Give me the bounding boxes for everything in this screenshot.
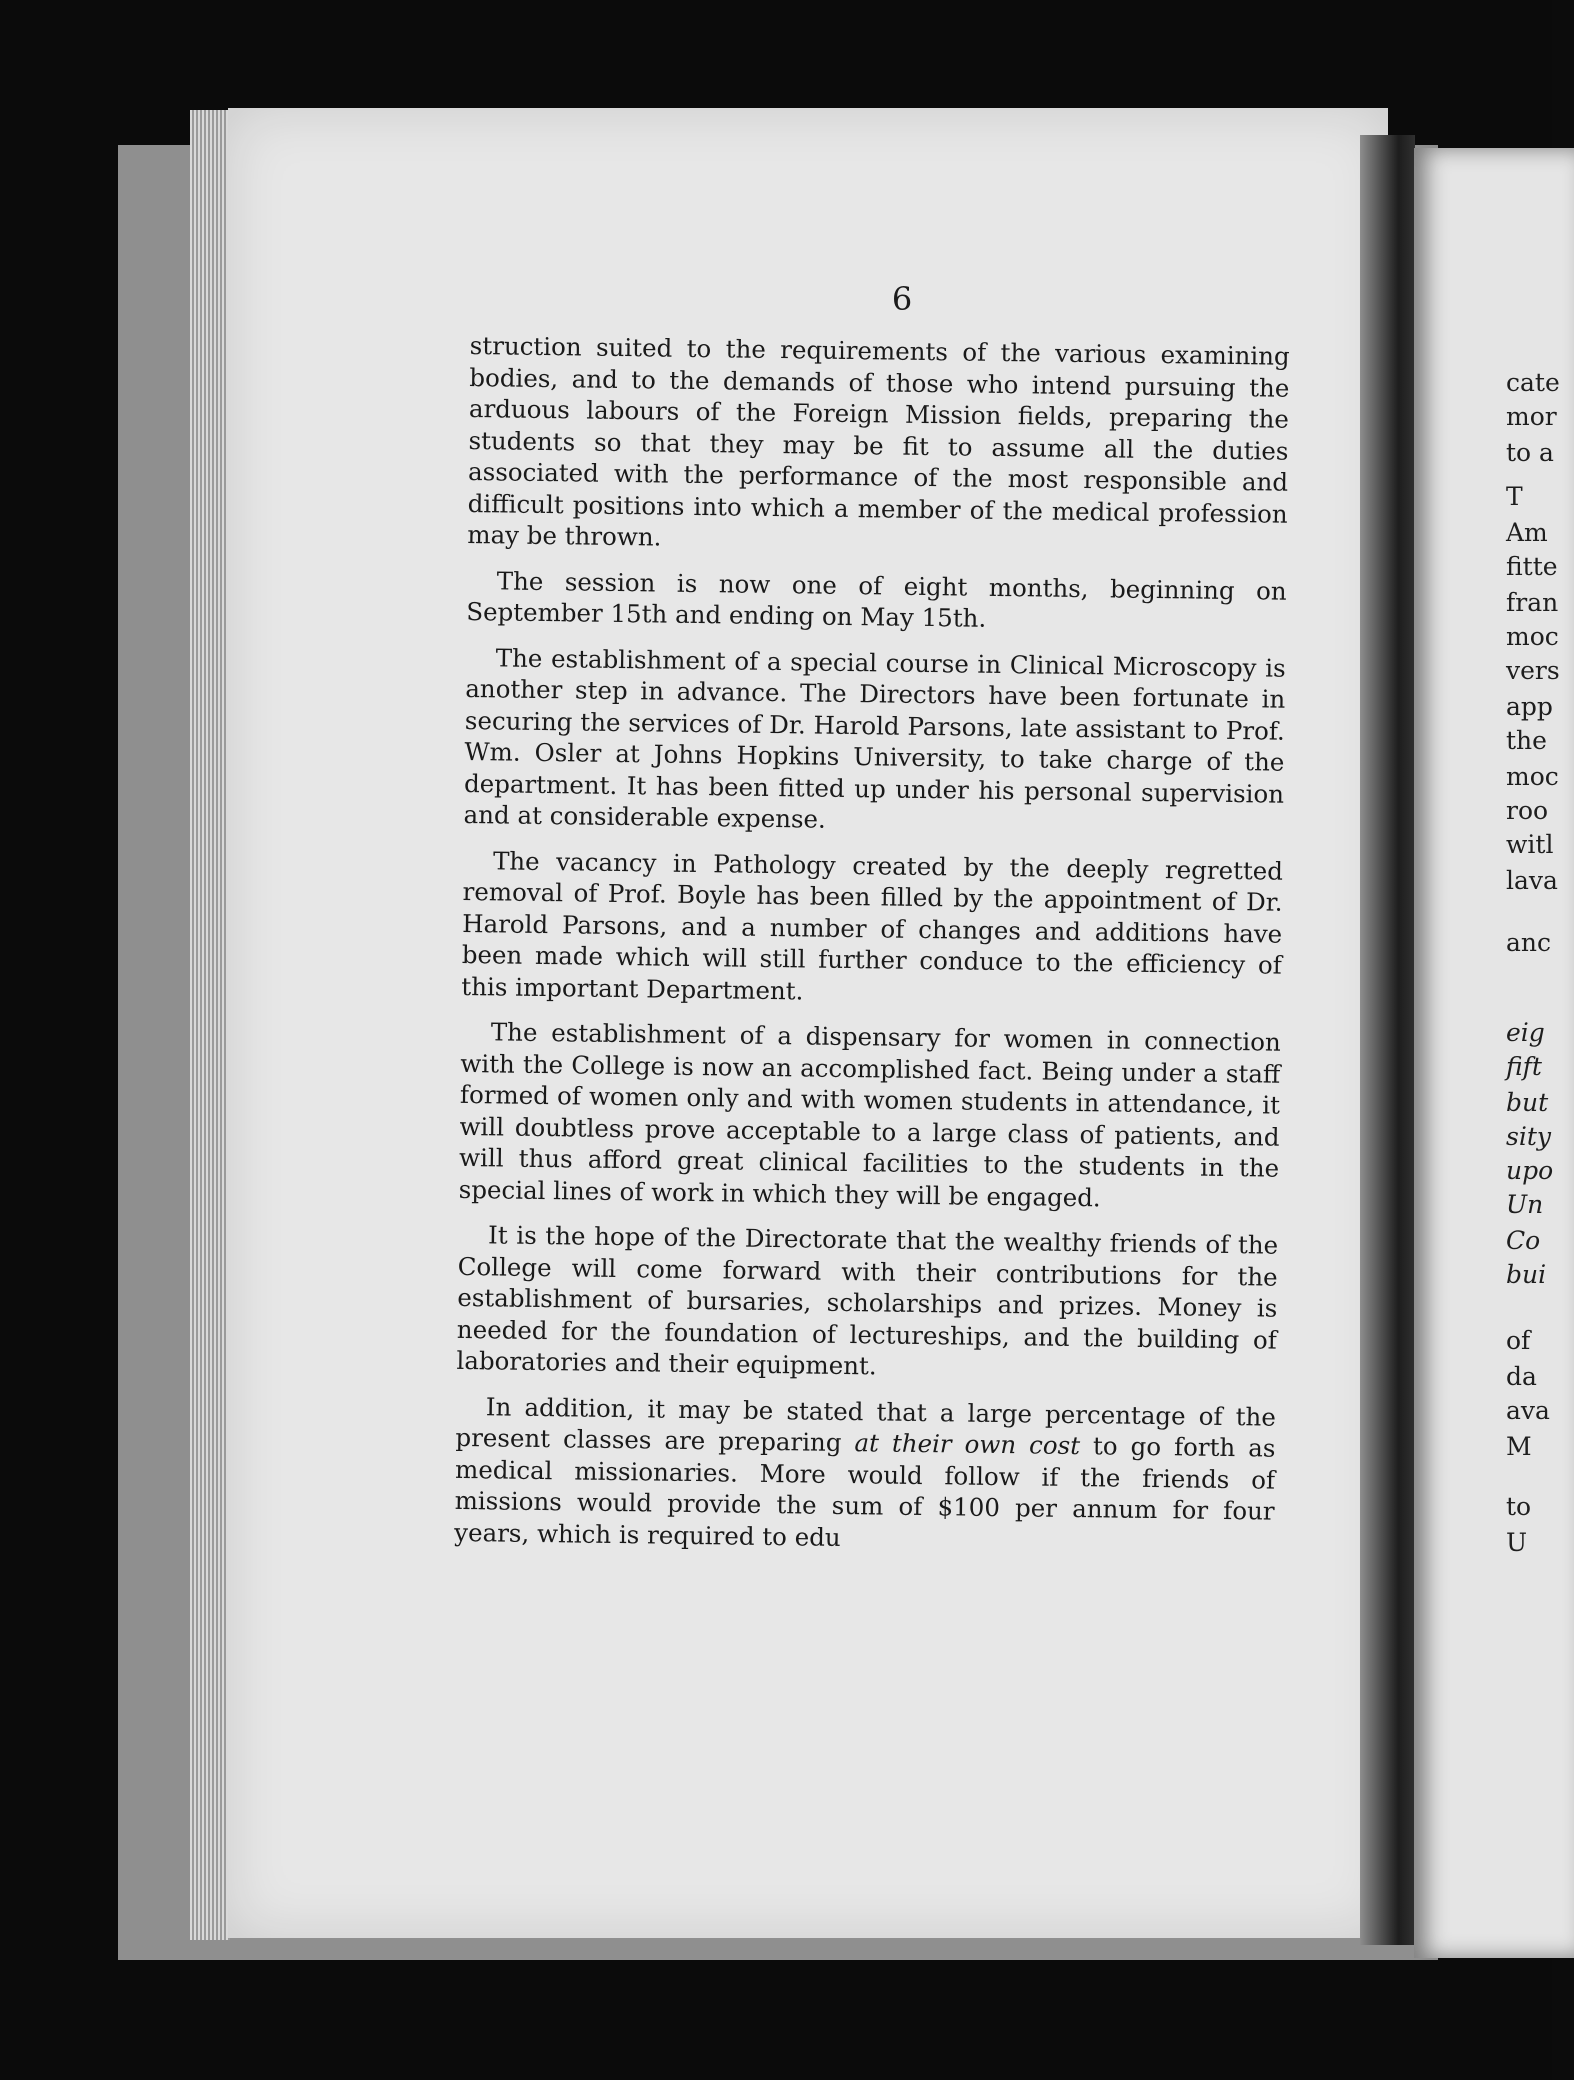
right-page-fragment: ava [1506, 1396, 1550, 1425]
right-page-fragment: bui [1506, 1260, 1547, 1289]
paragraph-1: struction suited to the requirements of the various examining bodies, and to the demands of those who intend pursuing the arduous labours of the Foreign Mission fields, preparing the students so that they may be fit to assume all the duties associated with the performance of the most responsible and difficult positions into which a member of the medical profession may be thrown. [467, 330, 1290, 552]
right-page-fragment: to a [1506, 438, 1554, 467]
paragraph-3: The establishment of a special course in Clinical Microscopy is another step in advance. The Directors have been fortunate in securing the services of Dr. Harold Parsons, late assistant to Prof. Wm. Osler at Johns Hopkins University, to take charge of the department. It has been fitted up under his personal supervision and at considerable expense. [463, 642, 1286, 834]
right-page-fragment: eig [1506, 1018, 1545, 1047]
paragraph-7-italic-phrase: at their own cost [854, 1428, 1081, 1461]
right-page-fragment: cate [1506, 368, 1560, 397]
right-page-fragment: upo [1506, 1156, 1554, 1185]
right-page-fragment: fran [1506, 588, 1559, 617]
paragraph-7 [454, 1390, 1276, 1558]
right-page-fragment: U [1506, 1528, 1528, 1557]
paragraph-7-text-after: to go forth as medical missionaries. More would follow if the friends of missions would provide the sum of $100 per annum for four years, which is required to edu [454, 1431, 1276, 1552]
right-page-fragment: fift [1506, 1052, 1542, 1081]
right-page-fragment: mor [1506, 402, 1557, 431]
paragraph-6: It is the hope of the Directorate that the wealthy friends of the College will come forward with their contributions for the establishment of bursaries, scholarships and prizes. Money is needed for the foundation of lectureships, and the building of laboratories and their equipment. [456, 1220, 1279, 1381]
right-page-fragment: moc [1506, 762, 1559, 791]
page-stack-edges [190, 110, 230, 1940]
right-page-fragment: witl [1506, 830, 1554, 859]
right-page-fragment: Co [1506, 1226, 1541, 1255]
paragraph-7-text-before: In addition, it may be stated that a large percentage of the present classes are preparing [455, 1391, 1277, 1458]
right-page-fragment: M [1506, 1432, 1532, 1461]
page-body [454, 330, 1290, 1573]
right-page-fragment: Un [1506, 1190, 1544, 1219]
right-page-fragment: vers [1506, 656, 1560, 685]
paragraph-5: The establishment of a dispensary for women in connection with the College is now an accomplished fact. Being under a staff formed of women only and with women students in attendance, it will doubtless prove acceptable to a large class of patients, and will thus afford great clinical facilities to the students in the special lines of work in which they will be engaged. [458, 1017, 1281, 1212]
right-page-fragment: app [1506, 692, 1553, 721]
right-page-fragment: anc [1506, 928, 1552, 957]
right-page-fragment: da [1506, 1362, 1537, 1391]
right-page-fragment: the [1506, 726, 1547, 755]
right-page-fragment: but [1506, 1088, 1549, 1117]
right-page-fragment: Am [1506, 518, 1548, 547]
right-page-fragment: fitte [1506, 552, 1558, 581]
right-page-fragment: moc [1506, 622, 1559, 651]
paragraph-4: The vacancy in Pathology created by the deeply regretted removal of Prof. Boyle has been filled by the appointment of Dr. Harold Parsons, and a number of changes and additions have been made which will still further conduce to the efficiency of this important Department. [461, 845, 1284, 1005]
right-page-fragment: of [1506, 1326, 1531, 1355]
right-page-fragment: roo [1506, 796, 1549, 825]
right-page-fragment: lava [1506, 866, 1558, 895]
book-gutter [1360, 135, 1415, 1945]
page-number: 6 [891, 280, 913, 318]
right-page-fragment: sity [1506, 1122, 1551, 1151]
right-page-fragment: to [1506, 1492, 1532, 1521]
paragraph-2: The session is now one of eight months, beginning on September 15th and ending on May 15th. [466, 565, 1287, 633]
right-page-fragment: T [1506, 482, 1523, 511]
